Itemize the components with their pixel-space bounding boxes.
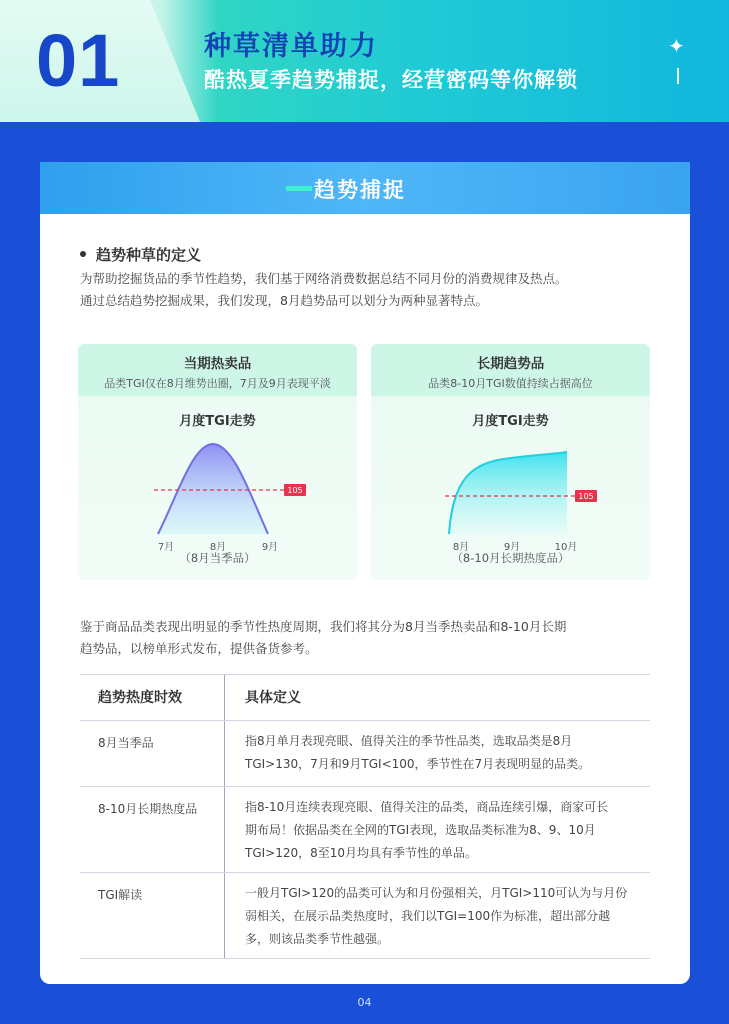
table-header-cell: 趋势热度时效 bbox=[80, 675, 225, 720]
box-description: 品类TGI仅在8月维势出圈，7月及9月表现平淡 bbox=[104, 377, 331, 390]
table-definition-cell bbox=[225, 873, 650, 958]
x-tick-label: 10月 bbox=[554, 542, 578, 553]
definition-table bbox=[80, 674, 650, 959]
sparkle-bar-decoration bbox=[677, 68, 679, 84]
header-title: 种草清单助力 bbox=[204, 31, 378, 62]
x-tick-label: 8月 bbox=[209, 542, 227, 553]
page-number: 04 bbox=[357, 996, 372, 1009]
intro-line: 通过总结趋势挖掘成果，我们发现，8月趋势品可以划分为两种显著特点。 bbox=[80, 293, 488, 308]
card-header bbox=[40, 162, 690, 214]
box-title: 长期趋势品 bbox=[476, 356, 545, 372]
section-number: 01 bbox=[36, 19, 121, 102]
paragraph-line: 鉴于商品品类表现出明显的季节性热度周期，我们将其分为8月当季热卖品和8-10月长期 bbox=[80, 619, 567, 634]
section-heading-text: 趋势种草的定义 bbox=[96, 246, 202, 264]
plateau-area bbox=[449, 452, 567, 534]
x-tick-label: 7月 bbox=[157, 542, 175, 553]
definition-line: TGI>120，8至10月均具有季节性的单品。 bbox=[245, 846, 478, 860]
box-header bbox=[371, 344, 650, 396]
content-card bbox=[40, 162, 690, 984]
table-term-cell: 8-10月长期热度品 bbox=[80, 787, 225, 872]
bell-trend-chart bbox=[78, 424, 357, 553]
definition-line: 弱相关，在展示品类热度时，我们以TGI=100作为标准，超出部分越 bbox=[245, 909, 611, 923]
intro-line: 为帮助挖掘货品的季节性趋势，我们基于网络消费数据总结不同月份的消费规律及热点。 bbox=[80, 271, 568, 286]
table-definition-cell bbox=[225, 787, 650, 872]
box-description: 品类8-10月TGI数值持续占据高位 bbox=[428, 377, 593, 390]
box-chart-title: 月度TGI走势 bbox=[179, 414, 256, 429]
plateau-trend-chart bbox=[371, 424, 650, 553]
definition-line: 期布局！依据品类在全网的TGI表现，选取品类标准为8、9、10月 bbox=[245, 823, 596, 837]
card-title: 趋势捕捉 bbox=[314, 178, 406, 202]
x-tick-label: 9月 bbox=[503, 542, 521, 553]
bell-area bbox=[158, 444, 268, 534]
table-header-cell: 具体定义 bbox=[245, 690, 301, 706]
table-row bbox=[80, 873, 650, 959]
threshold-label: 105 bbox=[287, 486, 303, 495]
section-heading bbox=[80, 244, 201, 265]
x-tick-label: 8月 bbox=[452, 542, 470, 553]
definition-line: 指8-10月连续表现亮眼、值得关注的品类，商品连续引爆，商家可长 bbox=[245, 800, 609, 814]
table-row bbox=[80, 721, 650, 787]
definition-line: TGI>130，7月和9月TGI<100，季节性在7月表现明显的品类。 bbox=[245, 757, 591, 771]
definition-line: 多，则该品类季节性越强。 bbox=[245, 932, 390, 946]
table-term-cell: TGI解读 bbox=[80, 873, 225, 958]
sparkle-icon: ✦ bbox=[668, 34, 685, 58]
box-title: 当期热卖品 bbox=[183, 356, 252, 372]
table-definition-cell bbox=[225, 721, 650, 786]
x-tick-label: 9月 bbox=[261, 542, 279, 553]
header-subtitle: 酷热夏季趋势捕捉，经营密码等你解锁 bbox=[204, 68, 578, 92]
box-caption: （8-10月长期热度品） bbox=[451, 551, 570, 565]
classification-paragraph bbox=[80, 616, 650, 660]
box-caption: （8月当季品） bbox=[179, 551, 256, 565]
bullet-dot-icon bbox=[80, 251, 86, 257]
paragraph-line: 趋势品，以榜单形式发布，提供备货参考。 bbox=[80, 641, 318, 656]
intro-paragraph bbox=[80, 268, 650, 312]
table-term-cell: 8月当季品 bbox=[80, 721, 225, 786]
threshold-label: 105 bbox=[578, 492, 594, 501]
definition-line: 指8月单月表现亮眼、值得关注的季节性品类，选取品类是8月 bbox=[245, 734, 573, 748]
title-accent-bar bbox=[286, 186, 312, 191]
box-chart-title: 月度TGI走势 bbox=[472, 414, 549, 429]
seasonal-hot-box bbox=[78, 344, 357, 580]
long-term-trend-box bbox=[371, 344, 650, 580]
table-header-row bbox=[80, 675, 650, 721]
table-row bbox=[80, 787, 650, 873]
definition-line: 一般月TGI>120的品类可认为和月份强相关，月TGI>110可认为与月份 bbox=[245, 886, 628, 900]
box-header bbox=[78, 344, 357, 396]
